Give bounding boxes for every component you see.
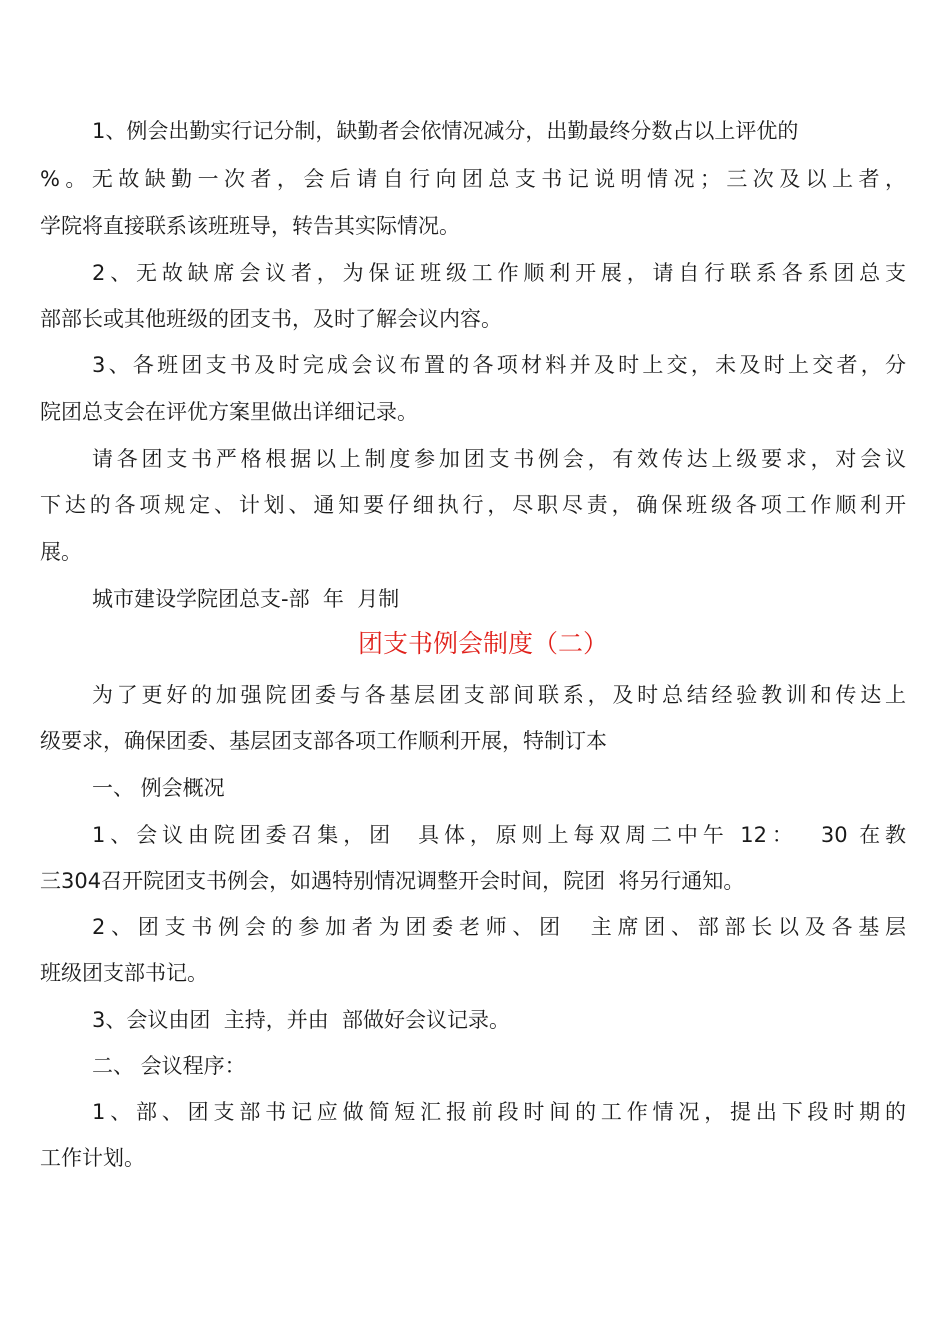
section-heading-1: 一、 例会概况: [92, 776, 225, 800]
paragraph-5-line-1: 为了更好的加强院团委与各基层团支部间联系，及时总结经验教训和传达上: [92, 683, 906, 707]
paragraph-8-line-1: 3、会议由团 主持，并由 部做好会议记录。: [92, 1008, 511, 1032]
paragraph-4-line-3: 展。: [40, 540, 82, 564]
paragraph-7-line-1: 2、团支书例会的参加者为团委老师、团 主席团、部部长以及各基层: [92, 915, 906, 939]
paragraph-4-line-1: 请各团支书严格根据以上制度参加团支书例会，有效传达上级要求，对会议: [92, 447, 906, 471]
paragraph-4-line-2: 下达的各项规定、计划、通知要仔细执行，尽职尽责，确保班级各项工作顺利开: [40, 493, 906, 517]
paragraph-3-line-2: 院团总支会在评优方案里做出详细记录。: [40, 400, 418, 424]
paragraph-3-line-1: 3、各班团支书及时完成会议布置的各项材料并及时上交，未及时上交者，分: [92, 353, 906, 377]
paragraph-9-line-2: 工作计划。: [40, 1146, 145, 1170]
paragraph-2-line-1: 2、无故缺席会议者，为保证班级工作顺利开展，请自行联系各系团总支: [92, 261, 906, 285]
section-heading-2: 二、 会议程序：: [92, 1054, 246, 1078]
paragraph-9-line-1: 1、部、团支部书记应做简短汇报前段时间的工作情况，提出下段时期的: [92, 1100, 906, 1124]
paragraph-1-line-2: %。无故缺勤一次者，会后请自行向团总支书记说明情况；三次及以上者，: [40, 167, 906, 191]
document-title: 团支书例会制度（二）: [358, 629, 609, 658]
paragraph-1-line-3: 学院将直接联系该班班导，转告其实际情况。: [40, 214, 460, 238]
paragraph-6-line-2: 三304召开院团支书例会，如遇特别情况调整开会时间，院团 将另行通知。: [40, 869, 745, 893]
paragraph-5-line-2: 级要求，确保团委、基层团支部各项工作顺利开展，特制订本: [40, 729, 607, 753]
paragraph-7-line-2: 班级团支部书记。: [40, 961, 208, 985]
paragraph-2-line-2: 部部长或其他班级的团支书，及时了解会议内容。: [40, 307, 502, 331]
paragraph-1-line-1: 1、例会出勤实行记分制，缺勤者会依情况减分，出勤最终分数占以上评优的: [92, 119, 799, 143]
paragraph-6-line-1: 1、会议由院团委召集，团 具体，原则上每双周二中午 12： 30 在教: [92, 823, 906, 847]
signature-line: 城市建设学院团总支-部 年 月制: [92, 587, 400, 611]
